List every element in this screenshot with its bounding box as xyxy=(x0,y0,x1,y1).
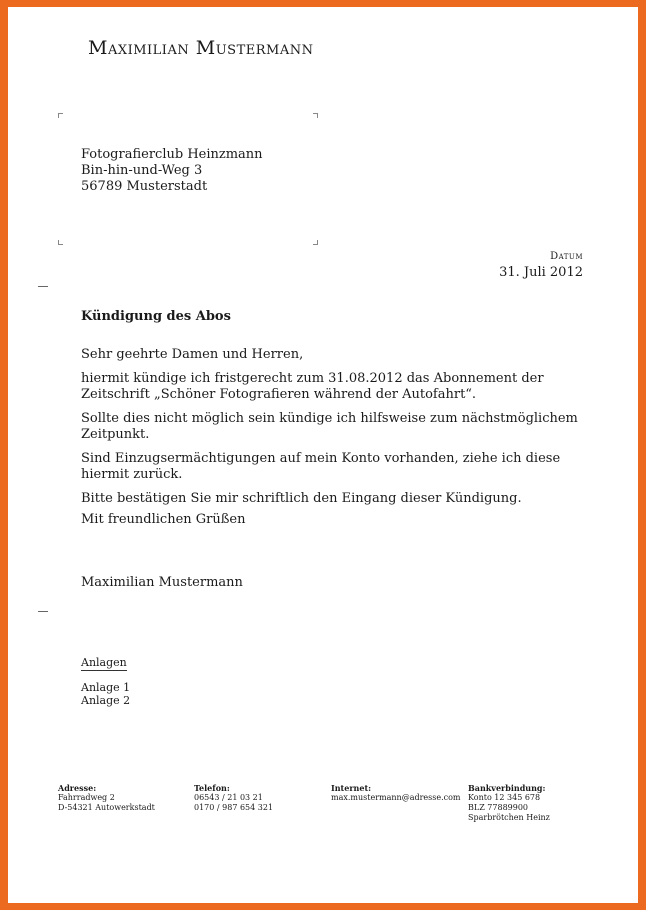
footer-bank-line: Sparbrötchen Heinz xyxy=(468,813,550,822)
address-window-corner-bottom-left xyxy=(58,240,63,245)
footer-bank-heading: Bankverbindung: xyxy=(468,783,546,793)
body-paragraph: Sind Einzugsermächtigungen auf mein Konto vorhanden, ziehe ich diese hiermit zurück. xyxy=(81,451,561,482)
recipient-line: Bin-hin-und-Weg 3 xyxy=(81,163,203,178)
body-paragraph: Sollte dies nicht möglich sein kündige ich hilfsweise zum nächstmöglichem Zeitpunkt. xyxy=(81,411,578,442)
date-block xyxy=(499,250,583,282)
footer-address-line: D-54321 Autowerkstadt xyxy=(58,803,155,812)
letter-body xyxy=(81,371,585,515)
recipient-address xyxy=(81,147,263,195)
footer-address xyxy=(58,783,155,813)
footer-internet xyxy=(331,783,461,803)
fold-mark xyxy=(38,611,48,612)
letter-page xyxy=(8,7,638,903)
salutation: Sehr geehrte Damen und Herren, xyxy=(81,347,304,362)
date-label: Datum xyxy=(550,251,583,262)
footer-phone xyxy=(194,783,273,813)
footer-bank-line: Konto 12 345 678 xyxy=(468,793,541,802)
footer-address-line: Fahrradweg 2 xyxy=(58,793,115,802)
recipient-line: 56789 Musterstadt xyxy=(81,179,208,194)
enclosures-list xyxy=(81,681,130,707)
footer-phone-heading: Telefon: xyxy=(194,783,230,793)
signature-name: Maximilian Mustermann xyxy=(81,575,243,590)
footer-phone-line: 06543 / 21 03 21 xyxy=(194,793,263,802)
recipient-line: Fotografierclub Heinzmann xyxy=(81,147,263,162)
footer-bank-line: BLZ 77889900 xyxy=(468,803,529,812)
fold-mark xyxy=(38,286,48,287)
footer-phone-line: 0170 / 987 654 321 xyxy=(194,803,274,812)
sender-name: Maximilian Mustermann xyxy=(88,37,314,59)
closing-phrase: Mit freundlichen Grüßen xyxy=(81,512,246,527)
enclosures-title: Anlagen xyxy=(81,656,127,669)
footer-bank xyxy=(468,783,550,823)
address-window-corner-bottom-right xyxy=(313,240,318,245)
subject-line: Kündigung des Abos xyxy=(81,309,231,324)
body-paragraph: hiermit kündige ich fristgerecht zum 31.08.2012 das Abonnement der Zeitschrift „Schöner Fotografieren während der Autofahrt“. xyxy=(81,371,544,402)
footer-address-heading: Adresse: xyxy=(58,783,97,793)
enclosure-item: Anlage 1 xyxy=(81,681,131,694)
address-window-corner-top-left xyxy=(58,113,63,118)
enclosure-item: Anlage 2 xyxy=(81,694,131,707)
address-window-corner-top-right xyxy=(313,113,318,118)
body-paragraph: Bitte bestätigen Sie mir schriftlich den Eingang dieser Kündigung. xyxy=(81,491,522,506)
footer-email: max.mustermann@adresse.com xyxy=(331,793,461,802)
footer-internet-heading: Internet: xyxy=(331,783,372,793)
date-value: 31. Juli 2012 xyxy=(499,265,583,280)
